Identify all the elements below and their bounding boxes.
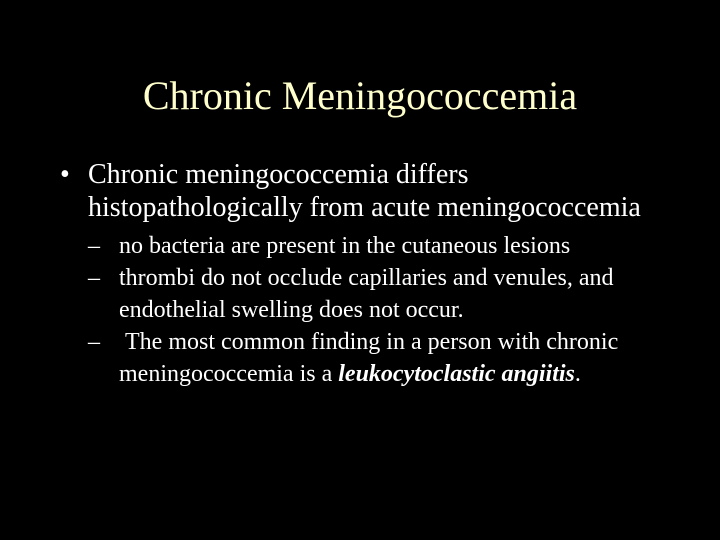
sub-bullet-point xyxy=(88,262,690,326)
slide-body xyxy=(60,158,690,390)
bullet-text: Chronic meningococcemia differs histopathologically from acute meningococcemia xyxy=(88,159,641,223)
dash-icon: – xyxy=(88,265,100,291)
sub-bullet-list xyxy=(60,230,690,390)
sub-bullet-point xyxy=(88,326,690,390)
bullet-point xyxy=(60,158,690,224)
sub-bullet-point xyxy=(88,230,690,262)
dash-icon: – xyxy=(88,233,100,259)
emphasized-term: leukocytoclastic angiitis xyxy=(338,361,575,387)
sub-bullet-text: thrombi do not occlude capillaries and venules, and endothelial swelling does not occur. xyxy=(119,265,614,323)
bullet-icon: • xyxy=(60,159,70,190)
dash-icon: – xyxy=(88,329,100,355)
sub-bullet-text: The most common finding in a person with chronic meningococcemia is a xyxy=(119,329,625,387)
sub-bullet-text-end: . xyxy=(574,361,581,387)
slide-title: Chronic Meningococcemia xyxy=(142,73,578,118)
sub-bullet-text: no bacteria are present in the cutaneous lesions xyxy=(119,233,571,259)
